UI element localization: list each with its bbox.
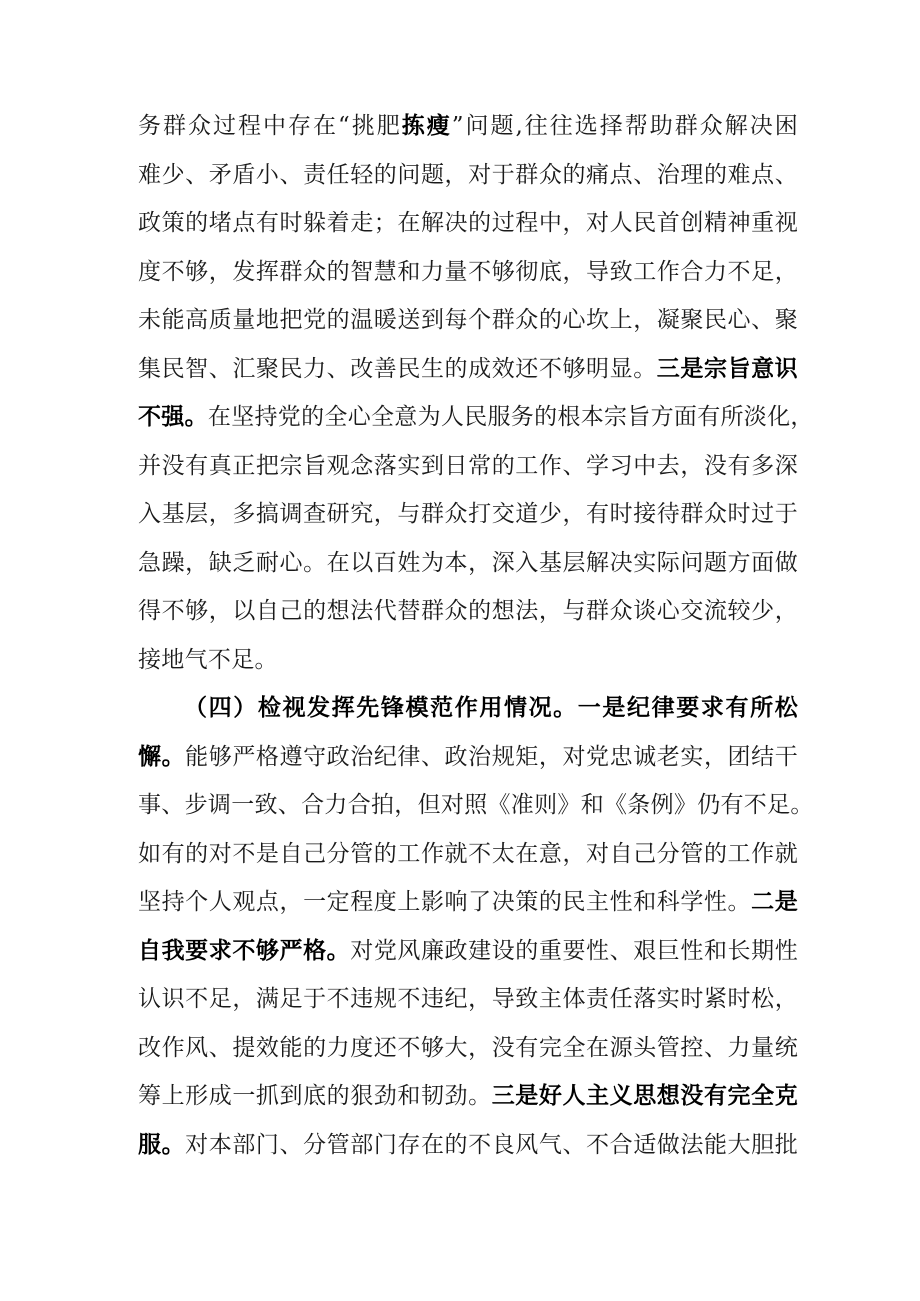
text-line — [138, 102, 798, 151]
text-line — [138, 1072, 798, 1121]
text-segment: ”问题,往往选择帮助群众解决困 — [451, 113, 798, 139]
text-segment: 务群众过程中存在“挑肥 — [138, 113, 402, 139]
text-segment: 得不够，以自己的想法代替群众的想法，与群众谈心交流较少， — [138, 598, 798, 624]
text-line — [138, 781, 814, 830]
text-segment: 如有的对不是自己分管的工作就不太在意，对自己分管的工作就 — [138, 840, 798, 867]
bold-text-segment: 二是 — [751, 888, 798, 915]
text-segment: 对党风廉政建设的重要性、艰巨性和长期性 — [350, 937, 798, 964]
text-line — [138, 927, 798, 976]
text-line — [138, 1024, 798, 1073]
text-line — [138, 199, 798, 248]
document-body-text — [138, 102, 814, 1169]
text-segment: 坚持个人观点，一定程度上影响了决策的民主性和科学性。 — [138, 889, 752, 915]
text-segment: 政策的堵点有时躲着走；在解决的过程中，对人民首创精神重视 — [138, 210, 798, 236]
bold-text-segment: 服。 — [138, 1130, 186, 1158]
text-line — [138, 539, 798, 588]
bold-text-segment: 自我要求不够严格。 — [138, 936, 351, 964]
text-line — [138, 975, 798, 1024]
text-line — [138, 345, 798, 394]
text-segment: 入基层，多搞调查研究，与群众打交道少，有时接待群众时过于 — [138, 501, 798, 527]
text-line — [138, 733, 798, 782]
bold-text-segment: 三是宗旨意识 — [656, 354, 798, 382]
bold-text-segment: 懈。 — [138, 742, 186, 770]
text-line — [138, 151, 798, 200]
text-segment: 对本部门、分管部门存在的不良风气、不合适做法能大胆批 — [185, 1131, 798, 1158]
text-line — [138, 490, 798, 539]
text-segment: 在坚持党的全心全意为人民服务的根本宗旨方面有所淡化， — [207, 404, 814, 430]
text-line — [138, 248, 798, 297]
text-line — [138, 296, 798, 345]
text-segment: 急躁，缺乏耐心。在以百姓为本，深入基层解决实际问题方面做 — [138, 549, 798, 576]
bold-text-segment: （四）检视发挥先锋模范作用情况。一是纪律要求有所松 — [184, 694, 798, 721]
text-line — [138, 636, 798, 685]
bold-text-segment: 三是好人主义思想没有完全克 — [491, 1082, 798, 1109]
text-line — [138, 878, 798, 927]
text-line — [138, 393, 814, 442]
bold-text-segment: 拣瘦 — [401, 112, 452, 139]
text-line — [138, 684, 798, 733]
text-segment: 集民智、汇聚民力、改善民生的成效还不够明显。 — [138, 355, 657, 382]
text-segment: 难少、矛盾小、责任轻的问题，对于群众的痛点、治理的难点、 — [138, 161, 798, 188]
text-segment: 接地气不足。 — [138, 646, 278, 673]
text-segment: 未能高质量地把党的温暖送到每个群众的心坎上，凝聚民心、聚 — [138, 307, 798, 333]
text-segment: 筹上形成一抓到底的狠劲和韧劲。 — [138, 1083, 492, 1109]
text-line — [138, 830, 798, 879]
text-segment: 认识不足，满足于不违规不违纪，导致主体责任落实时紧时松， — [138, 986, 798, 1012]
text-segment: 改作风、提效能的力度还不够大，没有完全在源头管控、力量统 — [138, 1034, 798, 1061]
text-segment: 并没有真正把宗旨观念落实到日常的工作、学习中去，没有多深 — [138, 452, 798, 479]
text-line — [138, 442, 798, 491]
bold-text-segment: 不强。 — [138, 403, 208, 430]
text-line — [138, 1121, 798, 1170]
text-segment: 能够严格遵守政治纪律、政治规矩，对党忠诚老实，团结干 — [185, 743, 798, 770]
text-line — [138, 587, 798, 636]
text-segment: 度不够，发挥群众的智慧和力量不够彻底，导致工作合力不足， — [138, 258, 798, 285]
text-segment: 事、步调一致、合力合拍，但对照《准则》和《条例》仍有不足。 — [138, 792, 814, 818]
